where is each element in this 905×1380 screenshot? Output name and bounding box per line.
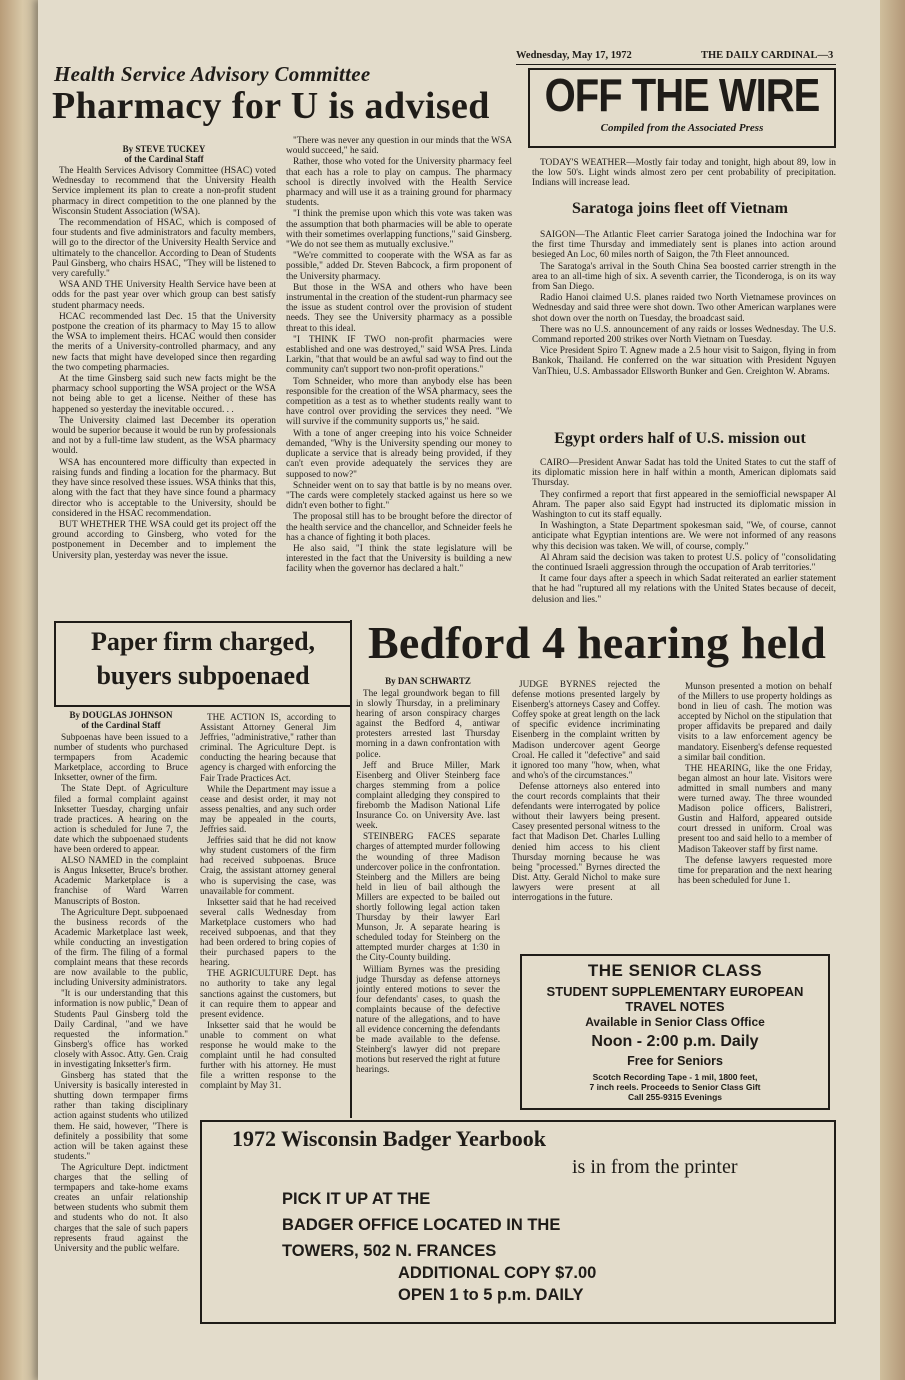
bedford-paragraph: Jeff and Bruce Miller, Mark Eisenberg and Oliver Steinberg face charges stemming from a police complaint alledging they conspired to firebomb the Madison National Life Insurance Co. on University Ave. last week. xyxy=(356,759,500,831)
weather-brief: TODAY'S WEATHER—Mostly fair today and tonight, high about 89, low in the low 50's. Light winds almost zero per cent probability of precipitation. Indians will increase lead. xyxy=(532,158,836,189)
egypt-paragraph: It came four days after a speech in which Sadat reiterated an earlier statement that he had "ruptured all my relations with the United States because of deceit, delusion and lies." xyxy=(532,574,836,605)
yearbook-ad-line2: BADGER OFFICE LOCATED IN THE xyxy=(282,1216,561,1234)
yearbook-ad-line4: ADDITIONAL COPY $7.00 xyxy=(398,1264,597,1282)
bedford-byline: By DAN SCHWARTZ xyxy=(385,676,471,686)
paper-firm-paragraph: Inksetter said that he had received several calls Wednesday from Marketplace customers who had received subpoenas, and that they had been ordered to bring copies of their purchased papers to the hearing. xyxy=(200,896,336,968)
pharmacy-paragraph: HCAC recommended last Dec. 15 that the University postpone the creation of its pharmacy to May 15 to allow the WSA to implement theirs. HCAC would then consider the merits of a University-controlled pharmacy, and any new facts that might have developed since then regarding the two competing pharmacies. xyxy=(52,311,276,373)
pharmacy-paragraph: WSA has encountered more difficulty than expected in raising funds and finding a location for the pharmacy. But they have since resolved these issues. WSA thinks that this, along with the fact that they have since found a pharmacy director who is acceptable to the University, should be considered in the HSAC recommendation. xyxy=(52,457,276,519)
pharmacy-paragraph: "There was never any question in our minds that the WSA would succeed," he said. xyxy=(286,136,512,157)
off-the-wire-title: OFF THE WIRE xyxy=(544,70,820,122)
egypt-headline: Egypt orders half of U.S. mission out xyxy=(554,430,806,447)
senior-ad-line4: Noon - 2:00 p.m. Daily xyxy=(591,1033,759,1050)
yearbook-ad-subtitle: is in from the printer xyxy=(572,1156,738,1178)
pharmacy-paragraph: At the time Ginsberg said such new facts might be the pharmacy school supporting the WSA project or the WSA not being able to get a license. Neither of these has happened so yesterday the inevitable occured. . . xyxy=(52,374,276,415)
saratoga-paragraph: SAIGON—The Atlantic Fleet carrier Saratoga joined the Indochina war for the first time Thursday and immediately sent is planes into action around besieged An Loc, 60 miles north of Saigon, the 7th Fleet announced. xyxy=(532,230,836,261)
paper-firm-paragraph: Inksetter said that he would be unable to comment on what response he would make to the complaint until he had consulted further with his attorney. He must file a written response to the complaint by May 31. xyxy=(200,1019,336,1091)
pharmacy-paragraph: He also said, "I think the state legislature will be interested in the fact that the University is building a new facility when the governor has declared a halt." xyxy=(286,543,512,575)
egypt-paragraph: Al Ahram said the decision was taken to protest U.S. policy of "consolidating the continued Israeli aggression through the occupation of Arab territories." xyxy=(532,552,836,574)
bedford-headline: Bedford 4 hearing held xyxy=(368,617,827,668)
paper-firm-headline-box xyxy=(54,621,352,707)
pharmacy-column-2 xyxy=(286,136,512,614)
pharmacy-kicker: Health Service Advisory Committee xyxy=(54,62,371,86)
pharmacy-paragraph: BUT WHETHER THE WSA could get its project off the ground according to Ginsberg, who voted for the postponement in December and to implement the University plan, yesterday was never the issue. xyxy=(52,519,276,561)
off-the-wire-box xyxy=(528,68,836,148)
bedford-column-1 xyxy=(356,676,500,1116)
yearbook-ad-footer xyxy=(398,1262,596,1306)
pharmacy-paragraph: "I THINK IF TWO non-profit pharmacies were established and one was destroyed," said WSA Pres. Linda Larkin, "that that would be an awful sad way to find out the community can't support two non-profit operations." xyxy=(286,334,512,376)
newspaper-page xyxy=(38,0,880,1380)
senior-ad-fine2: 7 inch reels. Proceeds to Senior Class Gift xyxy=(589,1082,761,1092)
saratoga-story xyxy=(532,230,836,428)
saratoga-paragraph: There was no U.S. announcement of any raids or losses Wednesday. The U.S. Command reported 200 strikes over North Vietnam on Tuesday. xyxy=(532,324,836,346)
paper-firm-paragraph: The State Dept. of Agriculture filed a formal complaint against Inksetter Tuesday, charging unfair trade practices. A hearing on the action is scheduled for June 7, the date which the subpoenaed students have been ordered to appear. xyxy=(54,783,188,855)
pharmacy-paragraph: The proposal still has to be brought before the director of the health service and the chancellor, and Schneider feels he has a chance of fighting it both places. xyxy=(286,512,512,543)
paper-firm-paragraph: Subpoenas have been issued to a number of students who purchased termpapers from Academic Marketplace, according to Bruce Inksetter, owner of the firm. xyxy=(54,732,188,783)
paper-firm-column-2 xyxy=(200,712,336,1110)
pharmacy-headline: Pharmacy for U is advised xyxy=(52,85,490,127)
paper-firm-paragraph: While the Department may issue a cease and desist order, it may not assess penalties, and any such order may be appealed in the courts, Jeffries said. xyxy=(200,783,336,835)
senior-ad-line3: Available in Senior Class Office xyxy=(585,1015,765,1029)
paper-firm-paragraph: THE ACTION IS, according to Assistant Attorney General Jim Jeffries, "administrative," rather than criminal. The Agriculture Dept. is conducting the hearing because that agency is charged with enforcing the Fair Trade Practices Act. xyxy=(200,712,336,783)
senior-ad-fine1: Scotch Recording Tape - 1 mil, 1800 feet, xyxy=(592,1072,758,1082)
pharmacy-paragraph: Schneider went on to say that battle is by no means over. "The cards were completely stacked against us here so we didn't even bother to fight." xyxy=(286,480,512,512)
saratoga-paragraph: The Saratoga's arrival in the South China Sea boosted carrier strength in the area to an all-time high of six. A seventh carrier, the Ticonderoga, is on its way from San Diego. xyxy=(532,261,836,293)
pharmacy-byline: By STEVE TUCKEY of the Cardinal Staff xyxy=(122,144,206,164)
pharmacy-paragraph: Tom Schneider, who more than anybody else has been responsible for the creation of the WSA pharmacy, sees the competition as a test as to whether students really want to have control over providing the services they need. "We will survive if the community supports us," he said. xyxy=(286,376,512,428)
binding-left-edge xyxy=(0,0,38,1380)
yearbook-ad-line5: OPEN 1 to 5 p.m. DAILY xyxy=(398,1286,584,1304)
saratoga-paragraph: Radio Hanoi claimed U.S. planes raided two North Vietnamese provinces on Wednesday and said three were shot down. Two other American warplanes were shot down over the north on Tuesday, the broadcast said. xyxy=(532,293,836,324)
egypt-paragraph: In Washington, a State Department spokesman said, "We, of course, cannot anticipate what Egyptian intentions are. We were not informed of any reasons why this decision was taken. We will, of course, comply." xyxy=(532,521,836,552)
paper-firm-paragraph: ALSO NAMED in the complaint is Angus Inksetter, Bruce's brother. Academic Marketplace is a franchise of Ward Warren Manuscripts of Boston. xyxy=(54,855,188,906)
paper-firm-paragraph: The Agriculture Dept. subpoenaed the business records of the Academic Marketplace last week, while conducting an investigation of the firm. The filing of a formal complaint means that these records are now available to the public, including University administrators. xyxy=(54,906,188,988)
paper-firm-paragraph: The Agriculture Dept. indictment charges that the selling of termpapers and take-home exams creates an unfair relationship between students who submit them and students who do not. It also charges that the sale of such papers represents fraud against the University and the public welfare. xyxy=(54,1161,188,1253)
pharmacy-paragraph: "I think the premise upon which this vote was taken was the assumption that both pharmacies will be able to operate with their sometimes overlapping functions," said Ginsberg. "We do not see them as mutually exclusive." xyxy=(286,209,512,251)
pharmacy-paragraph: "We're committed to cooperate with the WSA as far as possible," added Dr. Steven Babcock, a firm proponent of the University pharmacy. xyxy=(286,251,512,282)
column-rule xyxy=(350,620,352,1118)
paper-firm-paragraph: "It is our understanding that this information is now public," Dean of Students Paul Ginsberg told the Daily Cardinal, "and we have requested the information." Ginsberg's office has worked closely with Assoc. Atty. Gen. Craig in investigating Inksetter's firm. xyxy=(54,988,188,1069)
yearbook-ad-body xyxy=(282,1186,560,1264)
egypt-paragraph: CAIRO—President Anwar Sadat has told the United States to cut the staff of its diplomatic mission here in half within a month, American diplomats said Thursday. xyxy=(532,458,836,489)
bedford-paragraph: Defense attorneys also entered into the court records complaints that their defendants were interrogated by police without their lawyers being present. Casey presented personal witness to the fact that Madison Det. Charles Lulling denied him access to his client Thursday morning because he was being "processed." Byrnes directed the Dist. Atty. Gerald Nichol to make sure lawyers were present at all interrogations in the future. xyxy=(512,780,660,902)
pharmacy-paragraph: With a tone of anger creeping into his voice Schneider demanded, "Why is the University spending our money to duplicate a service that is already being provided, if they can't even provide adequately the services they are supposed to now?" xyxy=(286,428,512,480)
senior-class-ad xyxy=(520,954,830,1110)
paper-firm-byline: By DOUGLAS JOHNSON of the Cardinal Staff xyxy=(69,710,173,730)
paper-firm-paragraph: Jeffries said that he did not know why student customers of the firm had received subpoenas. Bruce Craig, the assistant attorney general who is supervising the case, was unavailable for comment. xyxy=(200,835,336,896)
senior-ad-fine3: Call 255-9315 Evenings xyxy=(627,1092,723,1102)
senior-ad-line5: Free for Seniors xyxy=(627,1054,723,1068)
pharmacy-paragraph: WSA AND THE University Health Service have been at odds for the past year over which group can best satisfy student pharmacy needs. xyxy=(52,280,276,311)
pharmacy-paragraph: The University claimed last December its operation would be superior because it would be run by professionals and not by a full-time law student, as the WSA pharmacy would. xyxy=(52,415,276,457)
pharmacy-paragraph: The Health Services Advisory Committee (HSAC) voted Wednesday to recommend that the University Health Service implement its plan to create a non-profit student pharmacy in direct competition to the one planned by the Wisconsin Student Association (WSA). xyxy=(52,166,276,217)
senior-ad-line2: TRAVEL NOTES xyxy=(625,999,725,1014)
bedford-paragraph: STEINBERG FACES separate charges of attempted murder following the wounding of three Madison undercover police in the confrontation. Steinberg and the Millers are being held in lieu of bail although the Millers are expected to be bailed out shortly following legal action taken Thursday by their lawyer Earl Munson, Jr. A separate hearing is scheduled today for Steinberg on the attempted murder charges at 1:30 in the City-County building. xyxy=(356,831,500,963)
bedford-paragraph: The legal groundwork began to fill in slowly Thursday, in a preliminary hearing of arson conspiracy charges against the Bedford 4, antiwar protesters arrested last Thursday morning in a dawn confrontation with police. xyxy=(356,688,500,759)
paper-firm-paragraph: Ginsberg has stated that the University is basically interested in shutting down termpaper firms rather than taking disciplinary action against students who utilized them. He said, however, "There is definitely a possibility that some action will be taken against these students." xyxy=(54,1070,188,1161)
senior-ad-line1: STUDENT SUPPLEMENTARY EUROPEAN xyxy=(546,984,804,999)
pharmacy-column-1 xyxy=(52,144,276,610)
off-the-wire-subtitle: Compiled from the Associated Press xyxy=(600,122,764,134)
paper-firm-paragraph: THE AGRICULTURE Dept. has no authority to take any legal sanctions against the customers, but it can require them to appear and present evidence. xyxy=(200,968,336,1019)
paper-firm-column-1 xyxy=(54,710,188,1302)
paper-firm-headline-line2: buyers subpoenaed xyxy=(96,661,310,690)
yearbook-ad-line3: TOWERS, 502 N. FRANCES xyxy=(282,1242,497,1260)
bedford-paragraph: The defense lawyers requested more time for preparation and the next hearing has been scheduled for June 1. xyxy=(678,854,832,885)
bedford-paragraph: JUDGE BYRNES rejected the defense motions presented largely by Eisenberg's attorneys Casey and Coffey. Coffey spoke at great length on the lack of specific evidence incriminating Eisenberg in the complaint written by Madison undercover agent George Croal. He called it "defective" and said it ignored too many "how, when, what and who's of the circumstances." xyxy=(512,679,660,780)
pharmacy-paragraph: But those in the WSA and others who have been instrumental in the creation of the student-run pharmacy see the issue as student control over the provision of student needs. They see the University pharmacy as a possible threat to this ideal. xyxy=(286,282,512,334)
masthead-rule xyxy=(516,64,836,65)
bedford-paragraph: Munson presented a motion on behalf of the Millers to use property holdings as bond in lieu of cash. The motion was accepted by Nichol on the stipulation that proper affidavits be prepared and daily visits to a law enforcement agency be mandatory. Eisenberg's defense requested a similar bail condition. xyxy=(678,681,832,762)
yearbook-ad-line1: PICK IT UP AT THE xyxy=(282,1190,431,1208)
yearbook-ad xyxy=(200,1120,836,1324)
saratoga-paragraph: Vice President Spiro T. Agnew made a 2.5 hour visit to Saigon, flying in from Bankok, Thailand. He conferred on the war situation with President Nguyen VanThieu, U.S. Ambassador Ellsworth Bunker and Gen. Creighton W. Abrams. xyxy=(532,346,836,377)
egypt-paragraph: They confirmed a report that first appeared in the semiofficial newspaper Al Ahram. The paper also said Egypt had instructed its diplomatic mission in Washington to cut its staff equally. xyxy=(532,489,836,521)
pharmacy-paragraph: Rather, those who voted for the University pharmacy feel that each has a role to play on campus. The pharmacy school is directly involved with the Health Service pharmacy and will use it as a training ground for pharmacy students. xyxy=(286,157,512,209)
saratoga-headline: Saratoga joins fleet off Vietnam xyxy=(572,200,788,217)
binding-right-edge xyxy=(880,0,905,1380)
bedford-column-2 xyxy=(512,679,660,949)
pharmacy-paragraph: The recommendation of HSAC, which is composed of four students and five administrators and faculty members, will go to the director of the University Health Service and ultimately to the chancellor. According to Dean of Students Paul Ginsberg, who chairs HSAC, "They will be listened to very carefully." xyxy=(52,218,276,280)
issue-date: Wednesday, May 17, 1972 xyxy=(516,50,632,61)
egypt-story xyxy=(532,458,836,612)
bedford-paragraph: William Byrnes was the presiding judge Thursday as defense attorneys jointly entered motions to sever the four defendants' cases, to quash the complaints because of the defective nature of the allegations, and to have all evidence concerning the defendants be made available to the defense. Steinberg's lawyer did not prepare motions but reserved the right at future hearings. xyxy=(356,963,500,1075)
paper-name: THE DAILY CARDINAL—3 xyxy=(701,50,834,61)
senior-ad-title: THE SENIOR CLASS xyxy=(587,961,763,980)
bedford-paragraph: THE HEARING, like the one Friday, began almost an hour late. Visitors were admitted in small numbers and many were turned away. The three wounded Madison police officers, Balistreri, Gustin and Halford, appeared outside court dressed in uniform. Croal was present too and said hello to a member of Madison Takeover staff by first name. xyxy=(678,762,832,854)
bedford-column-3 xyxy=(678,681,832,949)
paper-firm-headline-line1: Paper firm charged, xyxy=(90,627,316,656)
yearbook-ad-title: 1972 Wisconsin Badger Yearbook xyxy=(232,1126,546,1151)
